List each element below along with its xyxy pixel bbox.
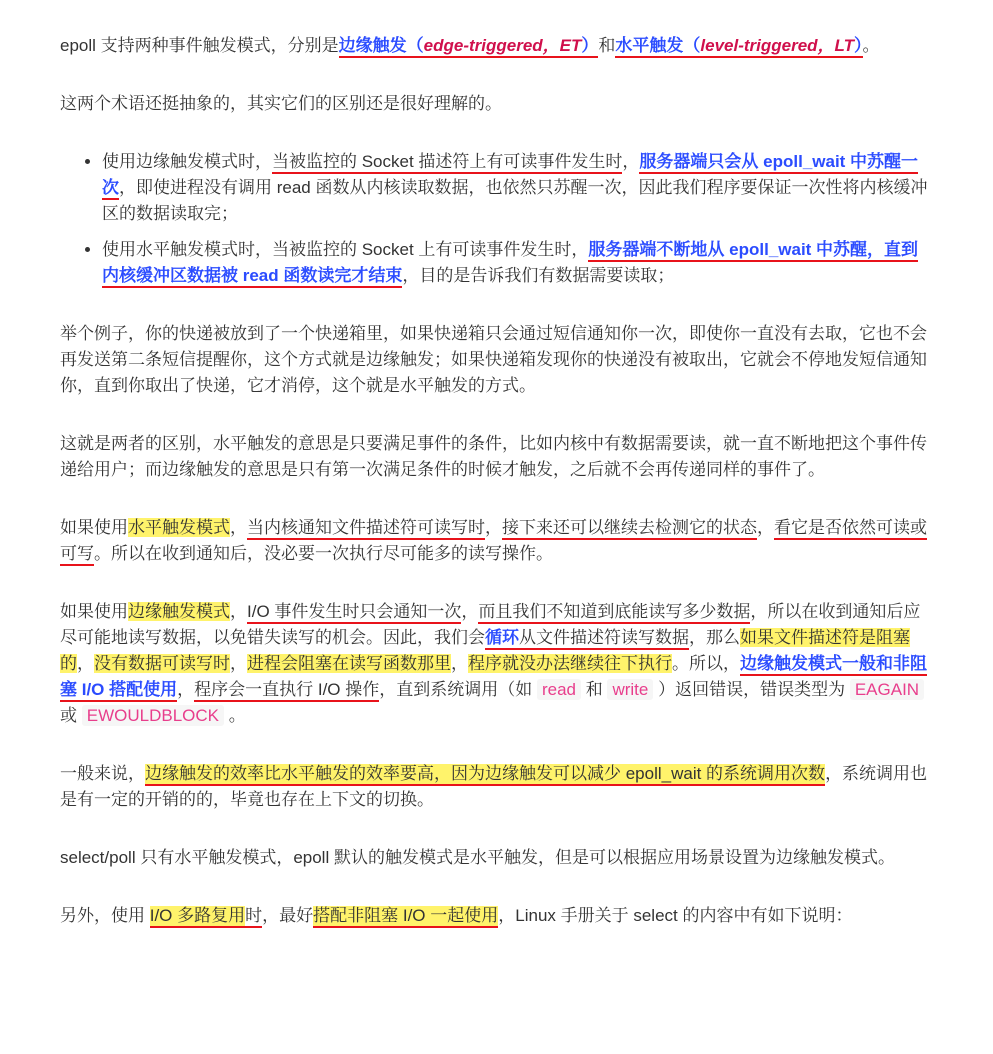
text-segment: ，那么: [689, 628, 740, 647]
emphasized-link-text: 服务器端只会从 epoll_wait 中苏醒一次: [102, 152, 918, 200]
text-segment: 。: [862, 36, 880, 55]
text-segment: 。: [223, 706, 246, 725]
underlined-text: 而且我们不知道到底能读写多少数据: [478, 602, 750, 624]
emphasized-link-text: 循环: [485, 628, 519, 650]
text-segment: 如果使用: [60, 602, 128, 621]
text-segment: ，: [622, 152, 640, 171]
emphasized-link-text: ）: [854, 36, 863, 58]
highlighted-text: 进程会阻塞在读写函数那里: [247, 654, 451, 673]
paragraph: [60, 33, 930, 59]
bullet-list: [60, 149, 930, 289]
text-segment: ，: [451, 654, 468, 673]
text-segment: 使用边缘触发模式时，: [102, 152, 272, 171]
paragraph: [60, 599, 930, 729]
term-italic: level-triggered，LT: [700, 36, 854, 58]
paragraph: [60, 845, 930, 871]
text-segment: 使用水平触发模式时，当被监控的 Socket 上有可读事件发生时，: [102, 240, 589, 259]
inline-code: read: [537, 679, 581, 700]
underlined-text: 时: [245, 906, 262, 928]
highlighted-text: 水平触发模式: [128, 518, 230, 537]
text-segment: ，所以在收到通知后应尽可能地读写数据，以免错失读写的机会。因此，我们会: [60, 602, 921, 647]
text-segment: 和: [581, 680, 608, 699]
underlined-text: 程序会一直执行 I/O 操作: [194, 680, 379, 702]
emphasized-link-text: 水平触发（: [615, 36, 700, 58]
text-segment: 或: [60, 706, 82, 725]
highlighted-text: 边缘触发的效率比水平触发的效率要高，因为边缘触发可以减少 epoll_wait 的系统调用次数: [145, 764, 825, 786]
highlighted-text: 程序就没办法继续往下执行: [468, 654, 672, 673]
underlined-text: 看它是否依然可读或可写: [60, 518, 927, 566]
text-segment: select/poll 只有水平触发模式，epoll 默认的触发模式是水平触发，但是可以根据应用场景设置为边缘触发模式。: [60, 848, 895, 867]
text-segment: ，Linux 手册关于 select 的内容中有如下说明：: [498, 906, 853, 925]
underlined-text: I/O 事件发生时只会通知一次: [247, 602, 461, 624]
underlined-text: 接下来还可以继续去检测它的状态: [502, 518, 757, 540]
highlighted-text: 搭配非阻塞 I/O 一起使用: [313, 906, 498, 928]
text-segment: ，: [230, 654, 247, 673]
inline-code: EWOULDBLOCK: [82, 705, 224, 726]
list-item: [102, 237, 930, 289]
paragraph: [60, 515, 930, 567]
text-segment: ）返回错误，错误类型为: [653, 680, 850, 699]
emphasized-link-text: 服务器端不断地从 epoll_wait 中苏醒，直到内核缓冲区数据被 read 函数读完才结束: [102, 240, 918, 288]
emphasized-link-text: 边缘触发（: [339, 36, 424, 58]
text-segment: 。所以，: [672, 654, 740, 673]
text-segment: 这两个术语还挺抽象的，其实它们的区别还是很好理解的。: [60, 94, 502, 113]
emphasized-link-text: 边缘触发模式一般和非阻塞 I/O 搭配使用: [60, 654, 927, 702]
text-segment: ，最好: [262, 906, 314, 925]
text-segment: 如果使用: [60, 518, 128, 537]
text-segment: ，: [177, 680, 195, 699]
highlighted-text: 如果文件描述符是阻塞的: [60, 628, 910, 673]
text-segment: ，系统调用也是有一定的开销的的，毕竟也存在上下文的切换。: [60, 764, 928, 809]
paragraph: [60, 431, 930, 483]
text-segment: ，即使进程没有调用 read 函数从内核读取数据，也依然只苏醒一次，因此我们程序要保证一次性将内核缓冲区的数据读取完；: [102, 178, 928, 223]
emphasized-link-text: ）: [581, 36, 598, 58]
text-segment: ，: [77, 654, 94, 673]
text-segment: ，: [230, 602, 247, 621]
text-segment: 和: [598, 36, 616, 55]
underlined-text: 当被监控的 Socket 描述符上有可读事件发生时: [272, 152, 622, 174]
underlined-text: 从文件描述符读写数据: [519, 628, 689, 650]
text-segment: ，: [461, 602, 479, 621]
inline-code: write: [607, 679, 653, 700]
text-segment: ，: [757, 518, 774, 537]
text-segment: epoll 支持两种事件触发模式，分别是: [60, 36, 339, 55]
text-segment: 这就是两者的区别，水平触发的意思是只要满足事件的条件，比如内核中有数据需要读，就一直不断地把这个事件传递给用户；而边缘触发的意思是只有第一次满足条件的时候才触发，之后就不会再传递同样的事件了。: [60, 434, 927, 479]
text-segment: 另外，使用: [60, 906, 150, 925]
text-segment: ，: [485, 518, 502, 537]
inline-code: EAGAIN: [850, 679, 924, 700]
text-segment: 。所以在收到通知后，没必要一次执行尽可能多的读写操作。: [94, 544, 553, 563]
text-segment: 一般来说，: [60, 764, 145, 783]
paragraph: [60, 903, 930, 929]
paragraph: [60, 761, 930, 813]
text-segment: ，: [230, 518, 247, 537]
term-italic: edge-triggered，ET: [424, 36, 582, 58]
paragraph: [60, 91, 930, 117]
text-segment: ，目的是告诉我们有数据需要读取；: [402, 266, 675, 285]
article-body: [60, 33, 930, 961]
highlighted-text: I/O 多路复用: [150, 906, 245, 928]
list-item: [102, 149, 930, 227]
paragraph: [60, 321, 930, 399]
underlined-text: 当内核通知文件描述符可读写时: [247, 518, 485, 540]
highlighted-text: 边缘触发模式: [128, 602, 230, 621]
text-segment: ，直到系统调用（如: [379, 680, 537, 699]
highlighted-text: 没有数据可读写时: [94, 654, 230, 673]
text-segment: 举个例子，你的快递被放到了一个快递箱里，如果快递箱只会通过短信通知你一次，即使你一直没有去取，它也不会再发送第二条短信提醒你，这个方式就是边缘触发；如果快递箱发现你的快递没有被取出，它就会不停地发短信通知你，直到你取出了快递，它才消停，这个就是水平触发的方式。: [60, 324, 927, 395]
